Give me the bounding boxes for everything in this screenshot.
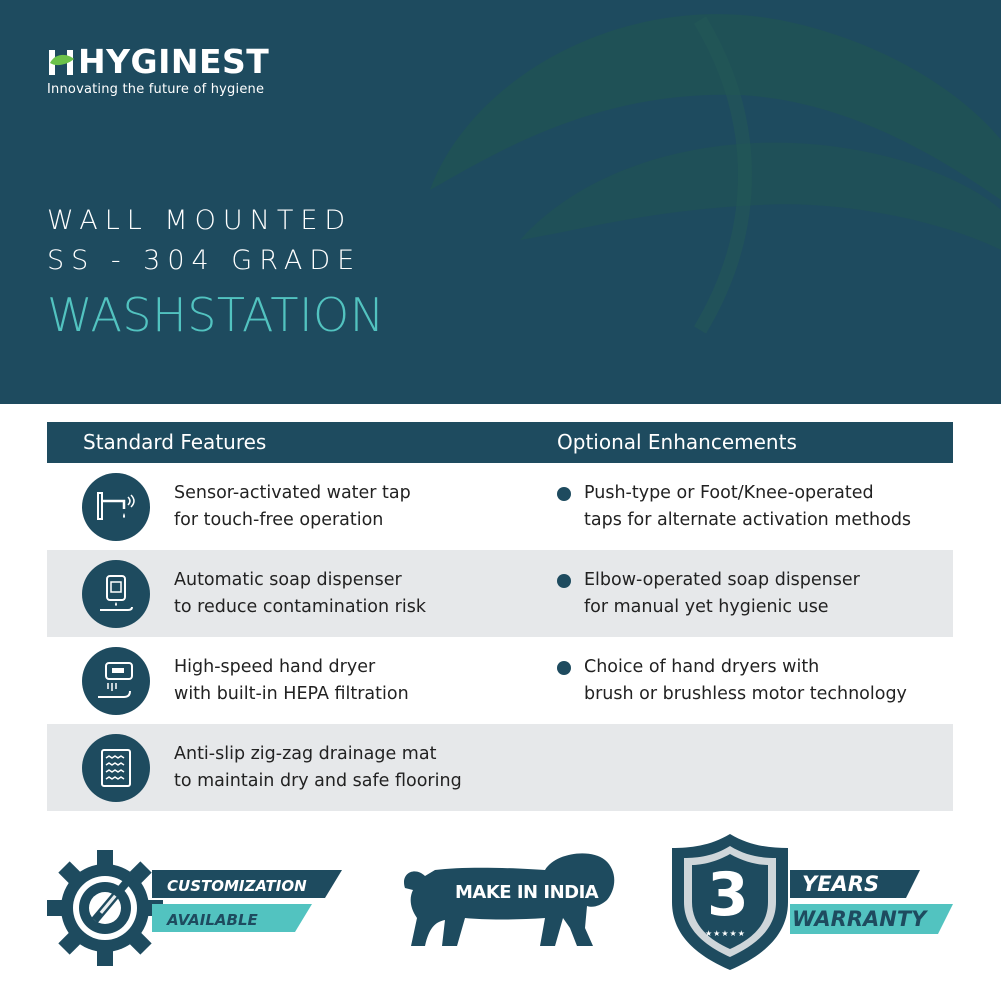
hero-line-2: SS - 304 GRADE <box>47 245 362 276</box>
make-in-india-label: MAKE IN INDIA <box>455 882 599 903</box>
warranty-stars: ★★★★★ <box>705 929 746 938</box>
table-header <box>47 422 953 463</box>
bullet-icon <box>557 487 571 501</box>
customization-badge <box>47 850 347 970</box>
available-label: AVAILABLE <box>167 911 258 929</box>
table-row <box>47 724 953 811</box>
brand-tagline: Innovating the future of hygiene <box>47 82 265 97</box>
warranty-badge <box>670 832 955 972</box>
bullet-icon <box>557 661 571 675</box>
make-in-india-badge <box>395 848 620 950</box>
brand-name-text: HYGINEST <box>78 42 270 81</box>
hero-title: WASHSTATION <box>47 288 385 342</box>
header-optional-enhancements: Optional Enhancements <box>557 430 797 454</box>
brand-logo <box>47 44 269 97</box>
brand-name <box>47 44 269 80</box>
standard-feature-text: High-speed hand dryer with built-in HEPA filtration <box>174 657 409 704</box>
hero-banner <box>0 0 1001 404</box>
soap-dispenser-icon <box>82 560 150 628</box>
warranty-label: WARRANTY <box>792 907 927 931</box>
hero-line-1: WALL MOUNTED <box>47 205 353 236</box>
standard-feature-text: Anti-slip zig-zag drainage mat to maintain dry and safe flooring <box>174 744 462 791</box>
optional-enhancement-text: Push-type or Foot/Knee-operated taps for alternate activation methods <box>584 483 912 530</box>
hand-dryer-icon <box>82 647 150 715</box>
drainage-mat-icon <box>82 734 150 802</box>
years-label: YEARS <box>802 872 880 896</box>
gear-tools-icon <box>47 850 347 970</box>
bullet-icon <box>557 574 571 588</box>
water-tap-icon <box>82 473 150 541</box>
warranty-years-number: 3 <box>707 860 749 930</box>
header-standard-features: Standard Features <box>83 430 267 454</box>
customization-label: CUSTOMIZATION <box>167 877 307 895</box>
optional-enhancement-text: Choice of hand dryers with brush or brushless motor technology <box>584 657 907 704</box>
standard-feature-text: Sensor-activated water tap for touch-free operation <box>174 483 411 530</box>
standard-feature-text: Automatic soap dispenser to reduce contamination risk <box>174 570 426 617</box>
features-table <box>47 422 953 811</box>
optional-enhancement-text: Elbow-operated soap dispenser for manual yet hygienic use <box>584 570 860 617</box>
table-row <box>47 637 953 724</box>
table-row <box>47 550 953 637</box>
leaf-logo-icon <box>47 47 77 77</box>
table-row <box>47 463 953 550</box>
